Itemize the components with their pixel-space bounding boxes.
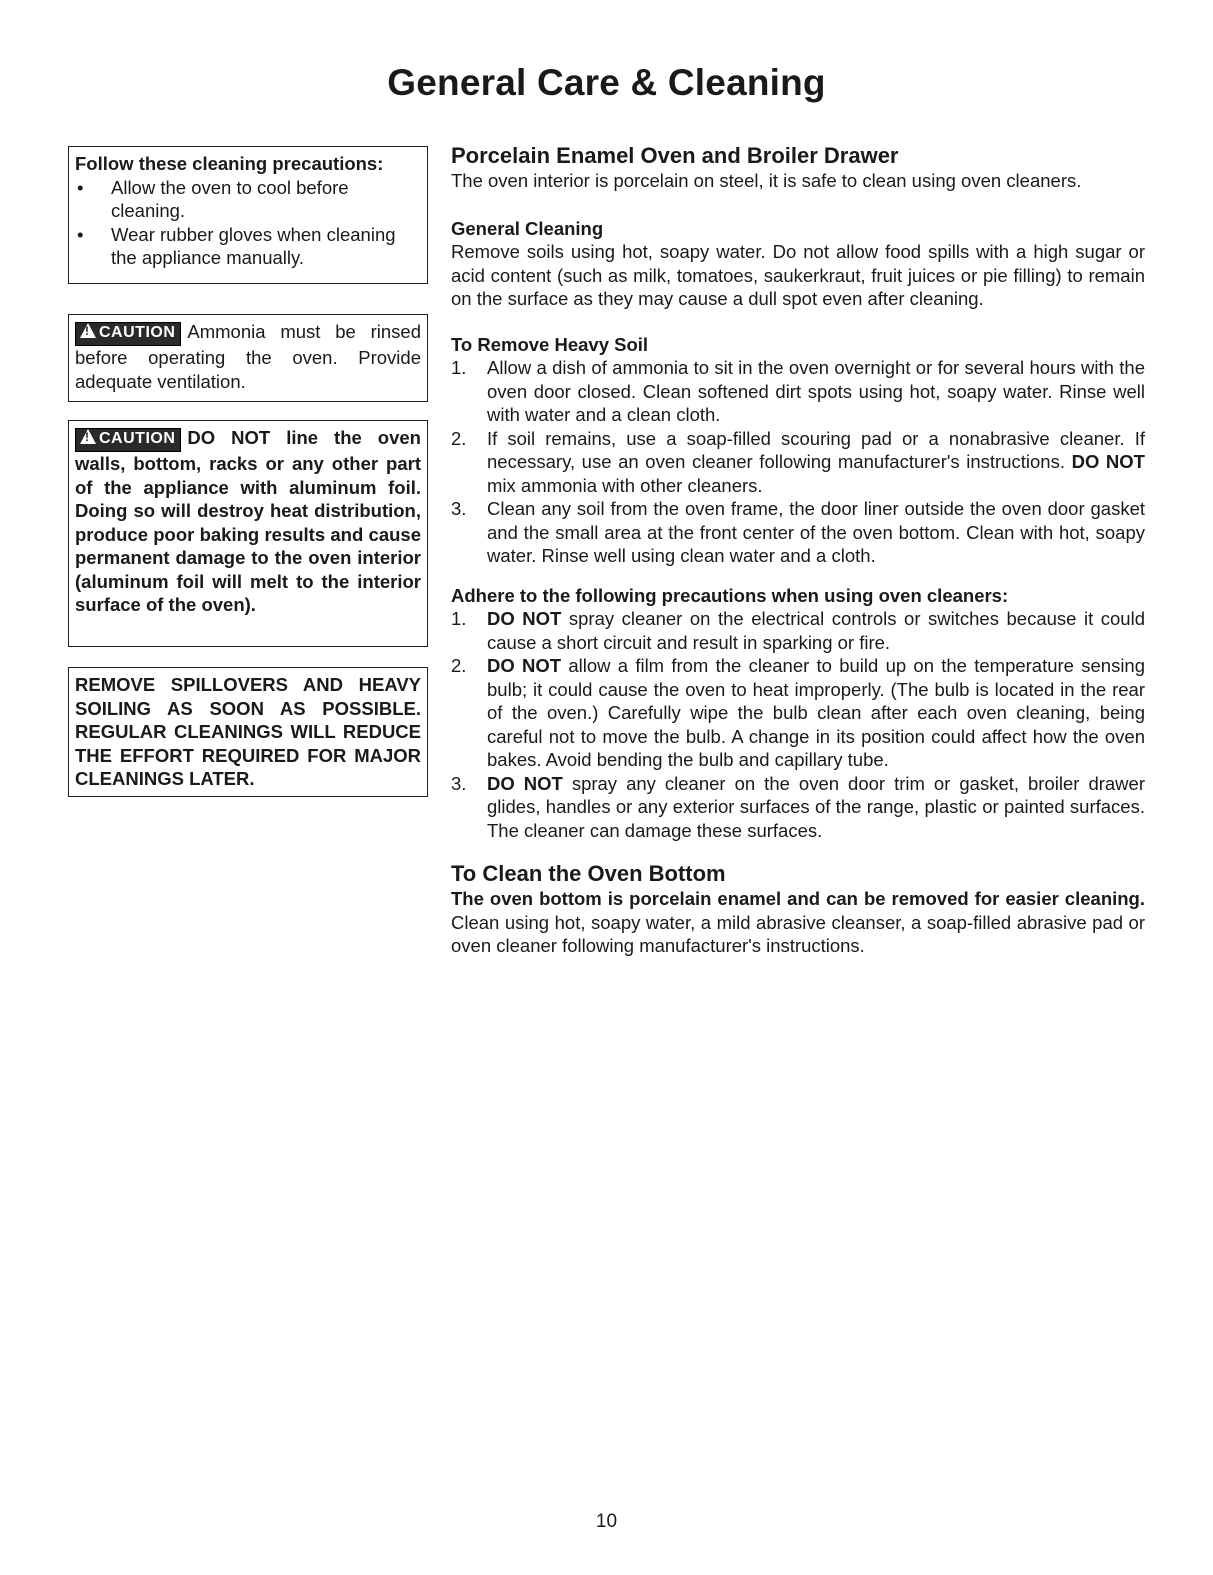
caution-badge: !CAUTION	[75, 322, 181, 346]
list-item: 3. DO NOT spray any cleaner on the oven door trim or gasket, broiler drawer glides, handles or any exterior surfaces of the range, plastic or painted surfaces. The cleaner can damage these surfaces.	[451, 772, 1145, 841]
page-title: General Care & Cleaning	[387, 62, 826, 103]
adhere-steps	[451, 607, 1145, 842]
list-item: • Allow the oven to cool before cleaning.	[77, 176, 349, 221]
list-item: 1. Allow a dish of ammonia to sit in the oven overnight or for several hours with the oven door closed. Clean softened dirt spots using hot, soapy water. Rinse well with water and a clean cloth.	[451, 357, 1145, 425]
general-cleaning-text: Remove soils using hot, soapy water. Do not allow food spills with a high sugar or acid content (such as milk, tomatoes, saukerkraut, fruit juices or pie filling) to remain on the surface as they may cause a dull spot even after cleaning.	[451, 241, 1145, 309]
porcelain-title: Porcelain Enamel Oven and Broiler Drawer	[451, 143, 899, 168]
precautions-heading: Follow these cleaning precautions:	[75, 153, 384, 174]
list-item: 3. Clean any soil from the oven frame, the door liner outside the oven door gasket and the small area at the front center of the oven bottom. Clean with hot, soapy water. Rinse well using clean water and a cloth.	[451, 498, 1145, 566]
warning-triangle-icon	[80, 323, 96, 338]
remove-spillovers-box	[68, 667, 428, 797]
oven-bottom-title: To Clean the Oven Bottom	[451, 861, 726, 886]
general-cleaning-heading: General Cleaning	[451, 217, 604, 239]
caution-text: Ammonia must be rinsed before operating the oven. Provide adequate ventilation.	[75, 321, 421, 392]
bullet-icon: •	[77, 223, 84, 245]
heavy-soil-heading: To Remove Heavy Soil	[451, 333, 649, 355]
left-column	[68, 146, 428, 797]
heavy-soil-steps	[451, 356, 1145, 568]
list-item: • Wear rubber gloves when cleaning the appliance manually.	[77, 223, 396, 268]
warning-triangle-icon	[80, 429, 96, 444]
list-item: 2. If soil remains, use a soap-filled scouring pad or a nonabrasive cleaner. If necessary, use an oven cleaner following manufacturer's instructions. DO NOT mix ammonia with other cleaners.	[451, 427, 1145, 496]
bullet-icon: •	[77, 176, 84, 198]
list-item: 2. DO NOT allow a film from the cleaner to build up on the temperature sensing bulb; it could cause the oven to heat improperly. (The bulb is located in the rear of the oven.) Carefully wipe the bulb clean after each oven cleaning, being careful not to move the bulb. A change in its position could affect how the oven bakes. Avoid bending the bulb and capillary tube.	[451, 655, 1146, 770]
precautions-box	[68, 146, 428, 284]
caution-box-foil	[68, 420, 428, 647]
remove-spillovers-text: REMOVE SPILLOVERS AND HEAVY SOILING AS SOON AS POSSIBLE. REGULAR CLEANINGS WILL REDUCE THE EFFORT REQUIRED FOR MAJOR CLEANINGS LATER.	[75, 674, 421, 789]
caution-text: DO NOT line the oven walls, bottom, racks or any other part of the appliance with aluminum foil. Doing so will destroy heat distribution, produce poor baking results and cause permanent damage to the oven interior (aluminum foil will melt to the interior surface of the oven).	[75, 427, 421, 615]
caution-box-ammonia	[68, 314, 428, 402]
porcelain-intro: The oven interior is porcelain on steel, it is safe to clean using oven cleaners.	[451, 170, 1082, 191]
right-column	[451, 143, 1145, 958]
precautions-list	[75, 176, 421, 270]
adhere-heading: Adhere to the following precautions when using oven cleaners:	[451, 584, 1009, 606]
oven-bottom-text: The oven bottom is porcelain enamel and can be removed for easier cleaning. Clean using hot, soapy water, a mild abrasive cleanser, a soap-filled abrasive pad or oven cleaner following manufacturer's instructions.	[451, 888, 1145, 956]
caution-badge: !CAUTION	[75, 428, 181, 452]
page-number: 10	[595, 1511, 618, 1532]
list-item: 1. DO NOT spray cleaner on the electrical controls or switches because it could cause a short circuit and result in sparking or fire.	[451, 608, 1145, 653]
